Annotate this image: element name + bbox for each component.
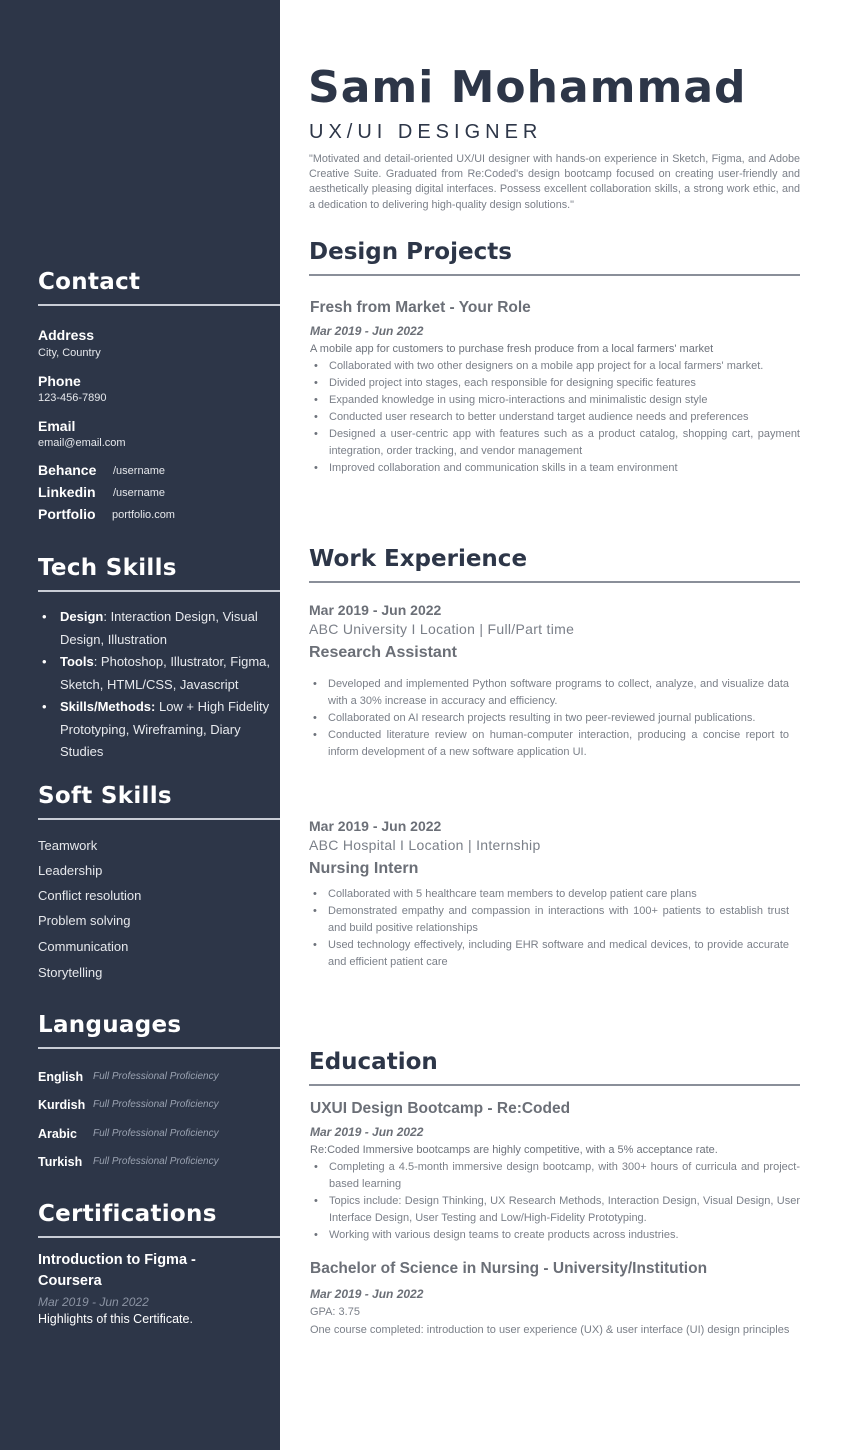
skill-label: Skills/Methods: bbox=[60, 699, 156, 714]
email-label: Email bbox=[38, 418, 76, 434]
list-item: • Collaborated with 5 healthcare team members to develop patient care plans bbox=[309, 886, 789, 903]
education-title: UXUI Design Bootcamp - Re:Coded bbox=[310, 1100, 571, 1117]
job-organization: ABC Hospital I Location | Internship bbox=[309, 837, 541, 853]
list-item: • Designed a user-centric app with features such as a product catalog, shopping cart, payment integration, order tracking, and vendor management bbox=[310, 426, 800, 460]
certificate-title: Introduction to Figma - Coursera bbox=[38, 1252, 196, 1289]
address-value: City, Country bbox=[38, 347, 101, 359]
languages-divider bbox=[38, 1047, 280, 1049]
list-item: • Topics include: Design Thinking, UX Research Methods, Interaction Design, Visual Design, User Interface Design, User Testing and Low/High-Fidelity Prototyping. bbox=[310, 1193, 800, 1227]
design-projects-heading: Design Projects bbox=[309, 239, 512, 265]
project-date: Mar 2019 - Jun 2022 bbox=[310, 324, 424, 338]
degree-title: Bachelor of Science in Nursing - University/Institution bbox=[310, 1260, 708, 1277]
list-item: • Used technology effectively, including EHR software and medical devices, to provide accurate and efficient patient care bbox=[309, 937, 789, 971]
list-item bbox=[38, 606, 270, 651]
job-date: Mar 2019 - Jun 2022 bbox=[309, 602, 442, 618]
summary-text: "Motivated and detail-oriented UX/UI designer with hands-on experience in Sketch, Figma, and Adobe Creative Suite. Graduated from Re:Coded's design bootcamp focused on creating user-friendly and aesthetically pleasing digital interfaces. Possess excellent collaboration skills, a strong work ethic, and a dedication to delivering high-quality design solutions." bbox=[309, 153, 800, 211]
behance-label: Behance bbox=[38, 462, 97, 478]
soft-skill-item: Storytelling bbox=[38, 965, 103, 980]
list-item: • Conducted user research to better understand target audience needs and preferences bbox=[310, 409, 800, 426]
skill-text: : Photoshop, Illustrator, Figma, Sketch, HTML/CSS, Javascript bbox=[60, 654, 271, 692]
job-title: Nursing Intern bbox=[309, 860, 419, 877]
language-level: Full Professional Proficiency bbox=[93, 1071, 219, 1082]
certificate-description: Highlights of this Certificate. bbox=[38, 1312, 193, 1326]
education-divider bbox=[309, 1084, 800, 1086]
portfolio-link[interactable]: portfolio.com bbox=[112, 509, 175, 521]
degree-note: One course completed: introduction to user experience (UX) & user interface (UI) design principles bbox=[310, 1324, 790, 1336]
list-item: • Collaborated with two other designers on a mobile app project for a local farmers' market. bbox=[310, 358, 800, 375]
certifications-heading: Certifications bbox=[38, 1201, 217, 1227]
linkedin-link[interactable]: /username bbox=[113, 487, 165, 499]
email-link[interactable]: email@email.com bbox=[38, 437, 126, 449]
list-item: • Working with various design teams to create products across industries. bbox=[310, 1227, 800, 1244]
project-title: Fresh from Market - Your Role bbox=[310, 299, 531, 316]
certifications-divider bbox=[38, 1236, 280, 1238]
skill-text: : Interaction Design, Visual Design, Illustration bbox=[60, 609, 258, 647]
soft-skills-divider bbox=[38, 818, 280, 820]
job-bullets bbox=[309, 886, 789, 971]
work-experience-divider bbox=[309, 581, 800, 583]
languages-heading: Languages bbox=[38, 1012, 182, 1038]
certificate-date: Mar 2019 - Jun 2022 bbox=[38, 1295, 149, 1309]
language-level: Full Professional Proficiency bbox=[93, 1156, 219, 1167]
skill-label: Design bbox=[60, 609, 104, 624]
soft-skill-item: Problem solving bbox=[38, 913, 131, 928]
job-bullets bbox=[309, 676, 789, 761]
phone-value: 123-456-7890 bbox=[38, 392, 107, 404]
page-title: Sami Mohammad bbox=[308, 62, 747, 113]
education-date: Mar 2019 - Jun 2022 bbox=[310, 1125, 424, 1139]
language-level: Full Professional Proficiency bbox=[93, 1099, 219, 1110]
soft-skill-item: Leadership bbox=[38, 863, 103, 878]
language-level: Full Professional Proficiency bbox=[93, 1128, 219, 1139]
tech-skills-divider bbox=[38, 590, 280, 592]
main-content bbox=[280, 0, 842, 1450]
job-title: Research Assistant bbox=[309, 644, 457, 661]
list-item: • Expanded knowledge in using micro-interactions and minimalistic design style bbox=[310, 392, 800, 409]
contact-divider bbox=[38, 304, 280, 306]
education-description: Re:Coded Immersive bootcamps are highly competitive, with a 5% acceptance rate. bbox=[310, 1144, 718, 1156]
project-description: A mobile app for customers to purchase fresh produce from a local farmers' market bbox=[310, 343, 714, 355]
education-bullets bbox=[310, 1159, 800, 1244]
soft-skill-item: Conflict resolution bbox=[38, 888, 142, 903]
skill-text: Low + High Fidelity Prototyping, Wireframing, Diary Studies bbox=[60, 699, 270, 759]
list-item: • Improved collaboration and communication skills in a team environment bbox=[310, 460, 800, 477]
job-date: Mar 2019 - Jun 2022 bbox=[309, 818, 442, 834]
soft-skill-item: Teamwork bbox=[38, 838, 98, 853]
education-heading: Education bbox=[309, 1049, 438, 1075]
work-experience-heading: Work Experience bbox=[309, 546, 528, 572]
linkedin-label: Linkedin bbox=[38, 484, 96, 500]
soft-skill-item: Communication bbox=[38, 939, 129, 954]
list-item: • Divided project into stages, each responsible for designing specific features bbox=[310, 375, 800, 392]
list-item: • Completing a 4.5-month immersive design bootcamp, with 300+ hours of curricula and project-based learning bbox=[310, 1159, 800, 1193]
list-item bbox=[38, 696, 270, 764]
design-projects-divider bbox=[309, 274, 800, 276]
list-item: • Conducted literature review on human-computer interaction, producing a concise report to inform development of a new software application UI. bbox=[309, 727, 789, 761]
list-item bbox=[38, 651, 270, 696]
skill-label: Tools bbox=[60, 654, 94, 669]
list-item: • Collaborated on AI research projects resulting in two peer-reviewed journal publications. bbox=[309, 710, 789, 727]
project-bullets bbox=[310, 358, 800, 477]
job-organization: ABC University I Location | Full/Part time bbox=[309, 621, 575, 637]
language-name: Arabic bbox=[38, 1127, 77, 1141]
tech-skills-heading: Tech Skills bbox=[38, 555, 177, 581]
list-item: • Demonstrated empathy and compassion in interactions with 100+ patients to establish trust and build positive relationships bbox=[309, 903, 789, 937]
sidebar bbox=[0, 0, 280, 1450]
list-item: • Developed and implemented Python software programs to collect, analyze, and visualize data with a 30% increase in accuracy and efficiency. bbox=[309, 676, 789, 710]
portfolio-label: Portfolio bbox=[38, 506, 96, 522]
degree-date: Mar 2019 - Jun 2022 bbox=[310, 1287, 424, 1301]
soft-skills-heading: Soft Skills bbox=[38, 783, 172, 809]
language-name: Turkish bbox=[38, 1155, 83, 1169]
tech-skills-list bbox=[38, 606, 270, 764]
language-name: Kurdish bbox=[38, 1098, 86, 1112]
degree-gpa: GPA: 3.75 bbox=[310, 1306, 360, 1318]
language-name: English bbox=[38, 1070, 84, 1084]
behance-link[interactable]: /username bbox=[113, 465, 165, 477]
address-label: Address bbox=[38, 327, 95, 343]
contact-heading: Contact bbox=[38, 269, 141, 295]
job-role: UX/UI DESIGNER bbox=[309, 121, 543, 143]
phone-label: Phone bbox=[38, 373, 81, 389]
